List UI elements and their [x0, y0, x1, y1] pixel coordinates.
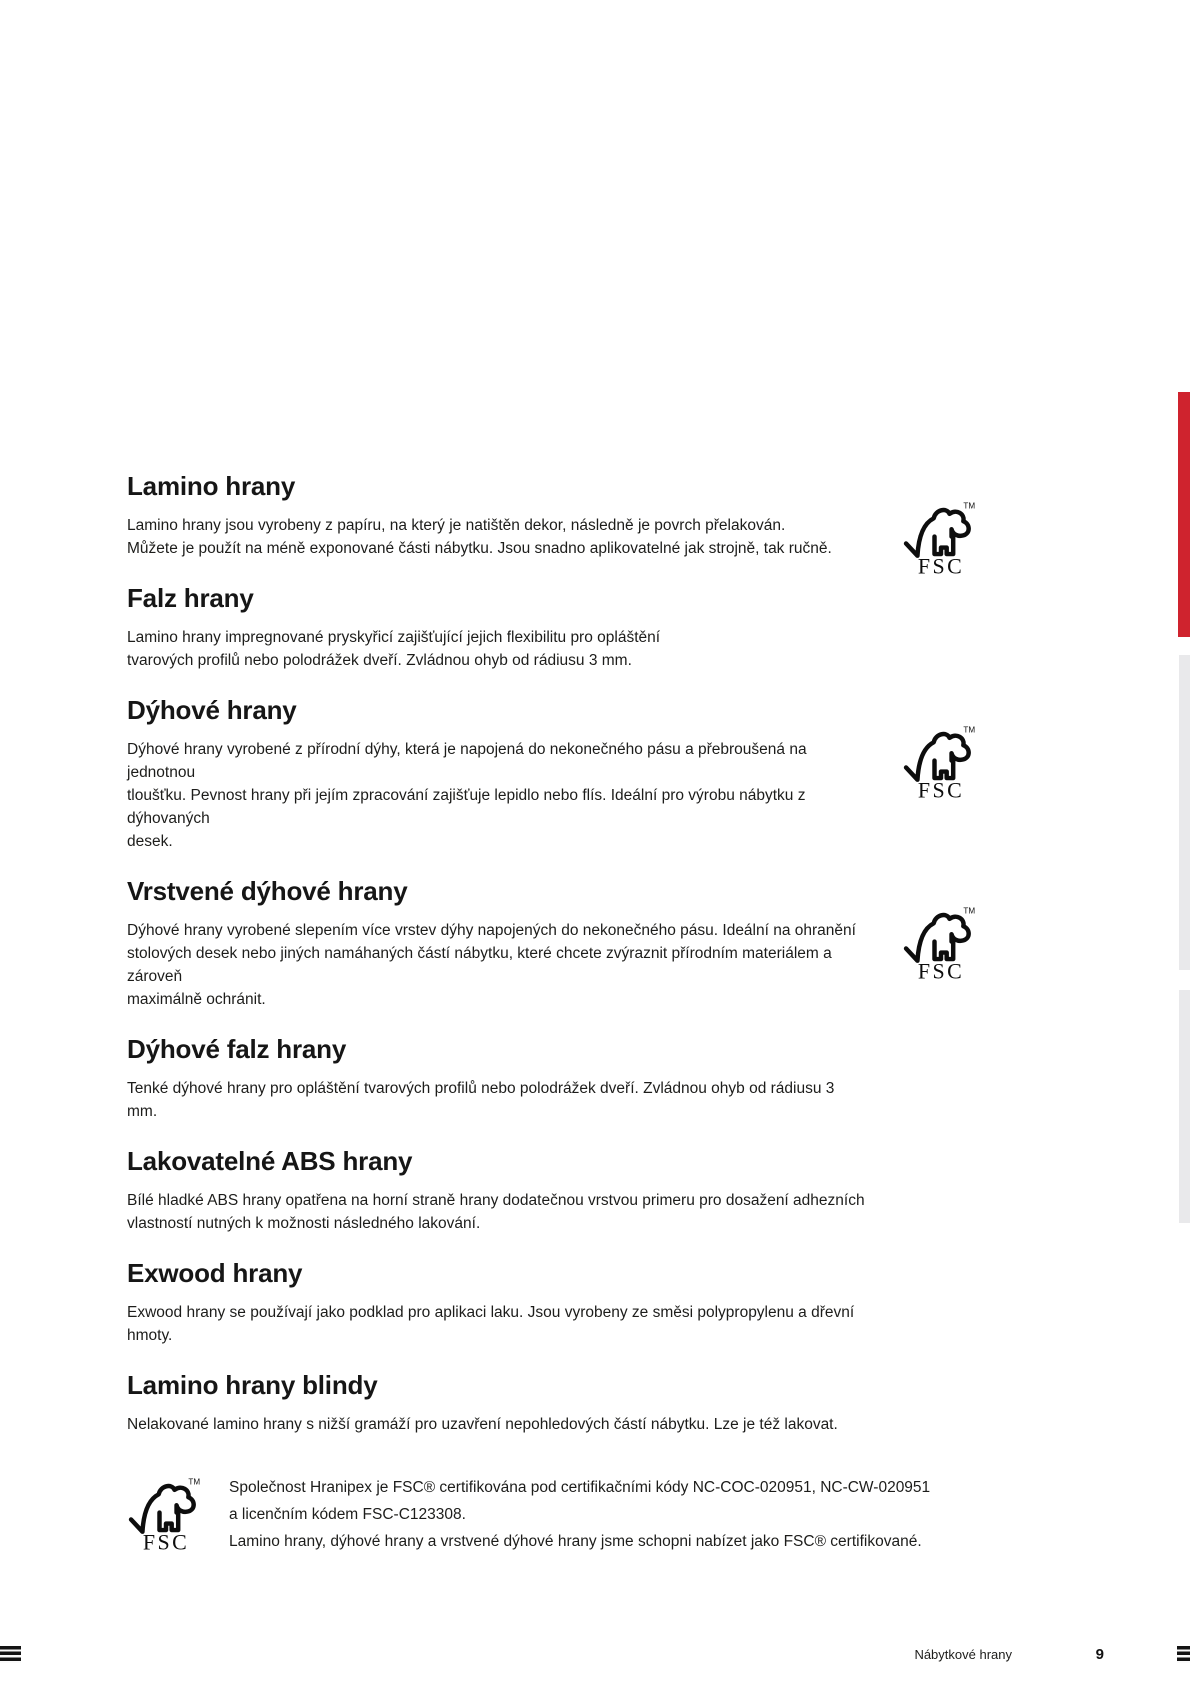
- fsc-tree-icon: [900, 498, 982, 576]
- body-line: Tenké dýhové hrany pro opláštění tvarových profilů nebo polodrážek dveří. Zvládnou ohyb od rádiusu 3 mm.: [127, 1080, 835, 1120]
- chapter-marker-red-bar: [1178, 392, 1190, 637]
- section-heading: Lakovatelné ABS hrany: [127, 1146, 413, 1176]
- section-heading: Exwood hrany: [127, 1258, 303, 1288]
- fsc-note-text: [229, 1472, 930, 1555]
- body-line: Nelakované lamino hrany s nižší gramáží pro uzavření nepohledových částí nábytku. Lze je též lakovat.: [127, 1416, 838, 1433]
- body-line: hmoty.: [127, 1327, 173, 1344]
- chapter-tab-gray-1: [1179, 655, 1190, 970]
- section-heading: Lamino hrany blindy: [127, 1370, 378, 1400]
- note-line: Společnost Hranipex je FSC® certifikována pod certifikačními kódy NC-COC-020951, NC-CW-020951: [229, 1479, 931, 1496]
- section-vrstvene-dyhove-hrany: [127, 877, 987, 1011]
- body-line: Lamino hrany jsou vyrobeny z papíru, na který je natištěn dekor, následně je povrch přelakován.: [127, 517, 786, 534]
- section-heading: Vrstvené dýhové hrany: [127, 876, 408, 906]
- brand-stripes-icon-left: [0, 1646, 21, 1663]
- body-line: Lamino hrany impregnované pryskyřicí zajišťující jejich flexibilitu pro opláštění: [127, 629, 661, 646]
- fsc-certification-note: [125, 1472, 1005, 1555]
- fsc-certified-icon: [125, 1474, 207, 1552]
- section-lamino-hrany: [127, 471, 987, 576]
- body-line: tvarových profilů nebo polodrážek dveří. Zvládnou ohyb od rádiusu 3 mm.: [127, 652, 632, 669]
- body-line: Bílé hladké ABS hrany opatřena na horní straně hrany dodatečnou vrstvou primeru pro dosažení adhezních: [127, 1192, 865, 1209]
- body-line: stolových desek nebo jiných namáhaných částí nábytku, které chcete zvýraznit přírodním materiálem a zároveň: [127, 945, 832, 985]
- note-line: Lamino hrany, dýhové hrany a vrstvené dýhové hrany jsme schopni nabízet jako FSC® certifikované.: [229, 1533, 922, 1550]
- section-heading: Dýhové falz hrany: [127, 1034, 347, 1064]
- section-dyhove-falz-hrany: [127, 1035, 987, 1123]
- section-heading: Falz hrany: [127, 583, 254, 613]
- svg-text:FSC: FSC: [917, 553, 965, 576]
- chapter-tab-gray-2: [1179, 990, 1190, 1223]
- page-footer: [0, 1644, 1190, 1664]
- fsc-tree-icon: [125, 1474, 207, 1552]
- section-exwood-hrany: [127, 1259, 987, 1347]
- section-heading: Lamino hrany: [127, 471, 296, 501]
- brand-stripes-icon-right: [1177, 1646, 1190, 1663]
- fsc-tree-icon: [900, 903, 982, 981]
- svg-text:TM: TM: [963, 906, 976, 916]
- body-line: Exwood hrany se používají jako podklad pro aplikaci laku. Jsou vyrobeny ze směsi polypropylenu a dřevní: [127, 1304, 855, 1321]
- svg-text:FSC: FSC: [917, 777, 965, 800]
- fsc-certified-icon: [900, 903, 982, 981]
- section-lamino-hrany-blindy: [127, 1371, 987, 1436]
- section-heading: Dýhové hrany: [127, 695, 297, 725]
- body-line: desek.: [127, 833, 173, 850]
- section-falz-hrany: [127, 584, 987, 672]
- body-line: Můžete je použít na méně exponované části nábytku. Jsou snadno aplikovatelné jak strojně, tak ručně.: [127, 540, 832, 557]
- footer-section-label: Nábytkové hrany: [914, 1647, 1012, 1662]
- note-line: a licenčním kódem FSC-C123308.: [229, 1506, 466, 1523]
- fsc-certified-icon: [900, 722, 982, 800]
- body-line: maximálně ochránit.: [127, 991, 266, 1008]
- body-line: Dýhové hrany vyrobené z přírodní dýhy, která je napojená do nekonečného pásu a přebroušená na jednotnou: [127, 741, 807, 781]
- svg-text:FSC: FSC: [917, 958, 965, 981]
- fsc-tree-icon: [900, 722, 982, 800]
- body-line: Dýhové hrany vyrobené slepením více vrstev dýhy napojených do nekonečného pásu. Ideální na ohranění: [127, 922, 856, 939]
- svg-text:TM: TM: [188, 1477, 201, 1487]
- body-line: tloušťku. Pevnost hrany při jejím zpracování zajišťuje lepidlo nebo flís. Ideální pro výrobu nábytku z dýhovaných: [127, 787, 806, 827]
- page-number: 9: [1095, 1646, 1104, 1663]
- svg-text:FSC: FSC: [142, 1529, 190, 1552]
- body-line: vlastností nutných k možnosti následného lakování.: [127, 1215, 481, 1232]
- section-dyhove-hrany: [127, 696, 987, 853]
- content-column: [127, 472, 987, 1460]
- section-lakovatelne-abs-hrany: [127, 1147, 987, 1235]
- svg-text:TM: TM: [963, 725, 976, 735]
- fsc-certified-icon: [900, 498, 982, 576]
- svg-text:TM: TM: [963, 501, 976, 511]
